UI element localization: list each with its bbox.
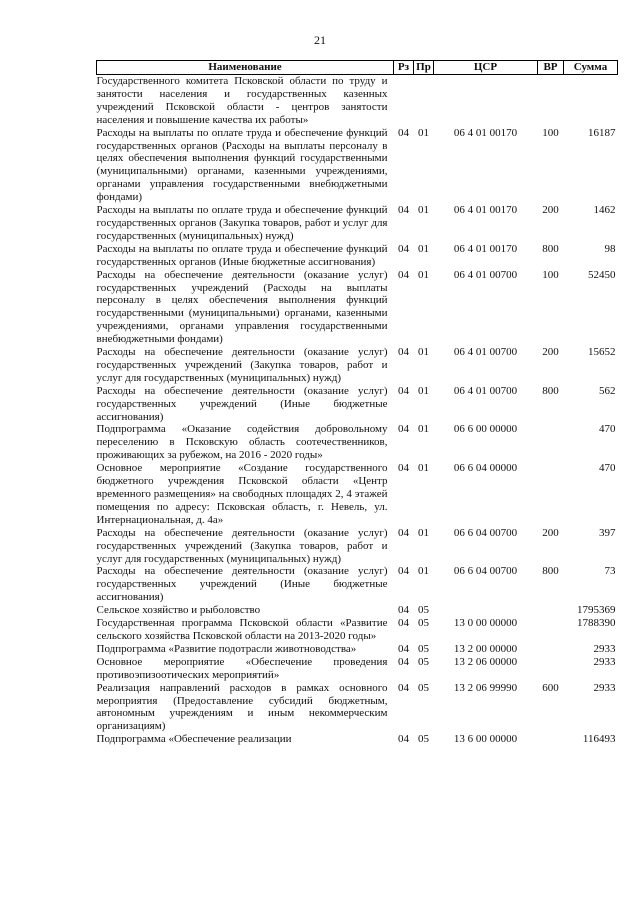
row-name: Подпрограмма «Обеспечение реализации bbox=[96, 733, 292, 746]
row-vr: 600 bbox=[542, 681, 559, 694]
row-rz: 04 bbox=[398, 242, 409, 255]
row-name: Расходы на выплаты по оплате труда и обеспечение функций государственных органов (Расходы на выплаты персоналу в целях обеспечения выполнения функций государственными (муниципальными) органами, казенными учреждениями, органами управления государственными внебюджетными фондами) bbox=[96, 126, 388, 204]
row-vr: 200 bbox=[542, 346, 559, 359]
row-csr bbox=[434, 75, 538, 127]
row-csr: 06 4 01 00700 bbox=[453, 346, 518, 359]
table-row bbox=[97, 75, 618, 127]
header-name: Наименование bbox=[97, 61, 394, 75]
page-number: 21 bbox=[314, 33, 326, 47]
row-vr bbox=[538, 643, 564, 656]
row-vr: 800 bbox=[542, 565, 559, 578]
row-pr: 01 bbox=[418, 462, 429, 475]
row-name: Основное мероприятие «Обеспечение проведения противоэпизоотических мероприятий» bbox=[96, 655, 388, 681]
row-name: Подпрограмма «Развитие подотрасли животноводства» bbox=[96, 642, 357, 655]
row-rz: 04 bbox=[398, 384, 409, 397]
row-rz: 04 bbox=[398, 526, 409, 539]
row-csr: 06 6 04 00700 bbox=[453, 565, 518, 578]
row-pr: 01 bbox=[418, 565, 429, 578]
row-vr bbox=[538, 75, 564, 127]
row-name: Основное мероприятие «Создание государственного бюджетного учреждения Псковской области «Центр временного размещения» на свободных площадях 2, 4 этажей помещения по адресу: Псковская область, г. Невель, ул. Интернациональная, д. 4а» bbox=[96, 462, 388, 526]
row-pr: 01 bbox=[418, 126, 429, 139]
row-name: Подпрограмма «Оказание содействия добровольному переселению в Псковскую область соотечественников, проживающих за рубежом, на 2016 - 2020 годы» bbox=[96, 423, 388, 462]
table-row bbox=[97, 243, 618, 269]
row-sum: 1795369 bbox=[577, 604, 616, 617]
row-sum: 470 bbox=[599, 462, 616, 475]
row-rz: 04 bbox=[398, 462, 409, 475]
row-csr: 13 0 00 00000 bbox=[453, 617, 518, 630]
header-pr: Пр bbox=[414, 61, 434, 75]
row-csr: 06 4 01 00170 bbox=[453, 242, 518, 255]
row-name: Расходы на обеспечение деятельности (оказание услуг) государственных учреждений (Закупка товаров, работ и услуг для государственных (муниципальных) нужд) bbox=[96, 526, 388, 565]
table-row bbox=[97, 127, 618, 204]
table-row bbox=[97, 656, 618, 682]
row-pr: 01 bbox=[418, 204, 429, 217]
table-row bbox=[97, 346, 618, 385]
row-name: Расходы на обеспечение деятельности (оказание услуг) государственных учреждений (Иные бюджетные ассигнования) bbox=[96, 565, 388, 604]
row-rz: 04 bbox=[398, 268, 409, 281]
row-name: Расходы на обеспечение деятельности (оказание услуг) государственных учреждений (Иные бюджетные ассигнования) bbox=[96, 384, 388, 423]
row-name: Расходы на выплаты по оплате труда и обеспечение функций государственных органов (Иные бюджетные ассигнования) bbox=[96, 242, 388, 268]
row-sum: 562 bbox=[599, 384, 616, 397]
row-sum: 397 bbox=[599, 526, 616, 539]
row-vr bbox=[538, 423, 564, 462]
row-rz: 04 bbox=[398, 617, 409, 630]
row-pr: 01 bbox=[418, 346, 429, 359]
row-rz: 04 bbox=[398, 655, 409, 668]
table-row bbox=[97, 527, 618, 566]
row-sum: 15652 bbox=[588, 346, 616, 359]
row-name: Реализация направлений расходов в рамках основного мероприятия (Предоставление субсидий бюджетным, автономным учреждениям и иным некоммерческим организациям) bbox=[96, 681, 388, 733]
row-rz: 04 bbox=[398, 642, 409, 655]
table-row bbox=[97, 423, 618, 462]
row-pr: 01 bbox=[418, 526, 429, 539]
row-sum: 52450 bbox=[588, 268, 616, 281]
header-vr: ВР bbox=[538, 61, 564, 75]
row-vr bbox=[538, 656, 564, 682]
row-rz: 04 bbox=[398, 604, 409, 617]
row-pr: 05 bbox=[418, 617, 429, 630]
row-sum bbox=[564, 75, 618, 127]
row-sum: 116493 bbox=[582, 733, 616, 746]
row-name: Сельское хозяйство и рыболовство bbox=[96, 604, 261, 617]
row-csr: 06 6 04 00700 bbox=[453, 526, 518, 539]
row-csr: 06 4 01 00170 bbox=[453, 126, 518, 139]
table-row bbox=[97, 565, 618, 604]
row-sum: 98 bbox=[604, 242, 616, 255]
row-csr: 06 4 01 00700 bbox=[453, 384, 518, 397]
row-rz: 04 bbox=[398, 346, 409, 359]
table-row bbox=[97, 604, 618, 617]
row-csr: 06 6 00 00000 bbox=[453, 423, 518, 436]
row-csr: 06 4 01 00700 bbox=[453, 268, 518, 281]
row-rz bbox=[394, 75, 414, 127]
row-name: Расходы на обеспечение деятельности (оказание услуг) государственных учреждений (Закупка товаров, работ и услуг для государственных (муниципальных) нужд) bbox=[96, 346, 388, 384]
row-name: Расходы на выплаты по оплате труда и обеспечение функций государственных органов (Закупка товаров, работ и услуг для государственных (муниципальных) нужд) bbox=[96, 204, 388, 242]
row-sum: 73 bbox=[604, 565, 616, 578]
row-csr: 13 2 00 00000 bbox=[453, 642, 518, 655]
table-row bbox=[97, 733, 618, 746]
budget-table bbox=[96, 60, 618, 746]
row-rz: 04 bbox=[398, 733, 409, 746]
row-vr: 800 bbox=[542, 242, 559, 255]
row-sum: 470 bbox=[599, 423, 616, 436]
table-row bbox=[97, 617, 618, 643]
header-sum: Сумма bbox=[564, 61, 618, 75]
table-row bbox=[97, 385, 618, 424]
row-vr bbox=[538, 462, 564, 527]
row-pr: 01 bbox=[418, 242, 429, 255]
row-rz: 04 bbox=[398, 565, 409, 578]
row-csr: 06 4 01 00170 bbox=[453, 204, 518, 217]
row-vr: 200 bbox=[542, 204, 559, 217]
row-vr: 100 bbox=[542, 126, 559, 139]
row-csr bbox=[434, 604, 538, 617]
row-vr bbox=[538, 604, 564, 617]
row-vr bbox=[538, 617, 564, 643]
row-sum: 16187 bbox=[588, 126, 616, 139]
row-sum: 2933 bbox=[593, 642, 616, 655]
row-name: Расходы на обеспечение деятельности (оказание услуг) государственных учреждений (Расходы на выплаты персоналу в целях обеспечения выполнения функций государственными (муниципальными) органами, казенными учреждениями, органами управления государственными внебюджетными фондами) bbox=[96, 268, 388, 346]
row-pr: 01 bbox=[418, 423, 429, 436]
row-csr: 13 2 06 99990 bbox=[453, 681, 518, 694]
row-csr: 13 2 06 00000 bbox=[453, 655, 518, 668]
row-pr: 05 bbox=[418, 655, 429, 668]
row-pr bbox=[414, 75, 434, 127]
row-csr: 06 6 04 00000 bbox=[453, 462, 518, 475]
row-vr: 200 bbox=[542, 526, 559, 539]
table-row bbox=[97, 204, 618, 243]
header-rz: Рз bbox=[394, 61, 414, 75]
row-sum: 1462 bbox=[593, 204, 616, 217]
row-sum: 2933 bbox=[593, 655, 616, 668]
row-pr: 05 bbox=[418, 681, 429, 694]
row-pr: 05 bbox=[418, 733, 429, 746]
row-csr: 13 6 00 00000 bbox=[453, 733, 518, 746]
table-header-row bbox=[97, 61, 618, 75]
row-rz: 04 bbox=[398, 423, 409, 436]
table-row bbox=[97, 643, 618, 656]
row-pr: 05 bbox=[418, 642, 429, 655]
row-name: Государственного комитета Псковской области по труду и занятости населения и государственных казенных учреждений Псковской области - центров занятости населения и повышение качества их работы» bbox=[96, 75, 388, 126]
row-vr: 800 bbox=[542, 384, 559, 397]
row-sum: 1788390 bbox=[577, 617, 616, 630]
row-vr: 100 bbox=[542, 268, 559, 281]
table-row bbox=[97, 269, 618, 346]
row-pr: 01 bbox=[418, 268, 429, 281]
table-row bbox=[97, 462, 618, 527]
row-sum: 2933 bbox=[593, 681, 616, 694]
row-rz: 04 bbox=[398, 681, 409, 694]
row-vr bbox=[538, 733, 564, 746]
row-pr: 01 bbox=[418, 384, 429, 397]
row-pr: 05 bbox=[418, 604, 429, 617]
row-rz: 04 bbox=[398, 126, 409, 139]
table-row bbox=[97, 682, 618, 734]
header-csr: ЦСР bbox=[434, 61, 538, 75]
row-name: Государственная программа Псковской области «Развитие сельского хозяйства Псковской области на 2013-2020 годы» bbox=[96, 617, 388, 642]
row-rz: 04 bbox=[398, 204, 409, 217]
